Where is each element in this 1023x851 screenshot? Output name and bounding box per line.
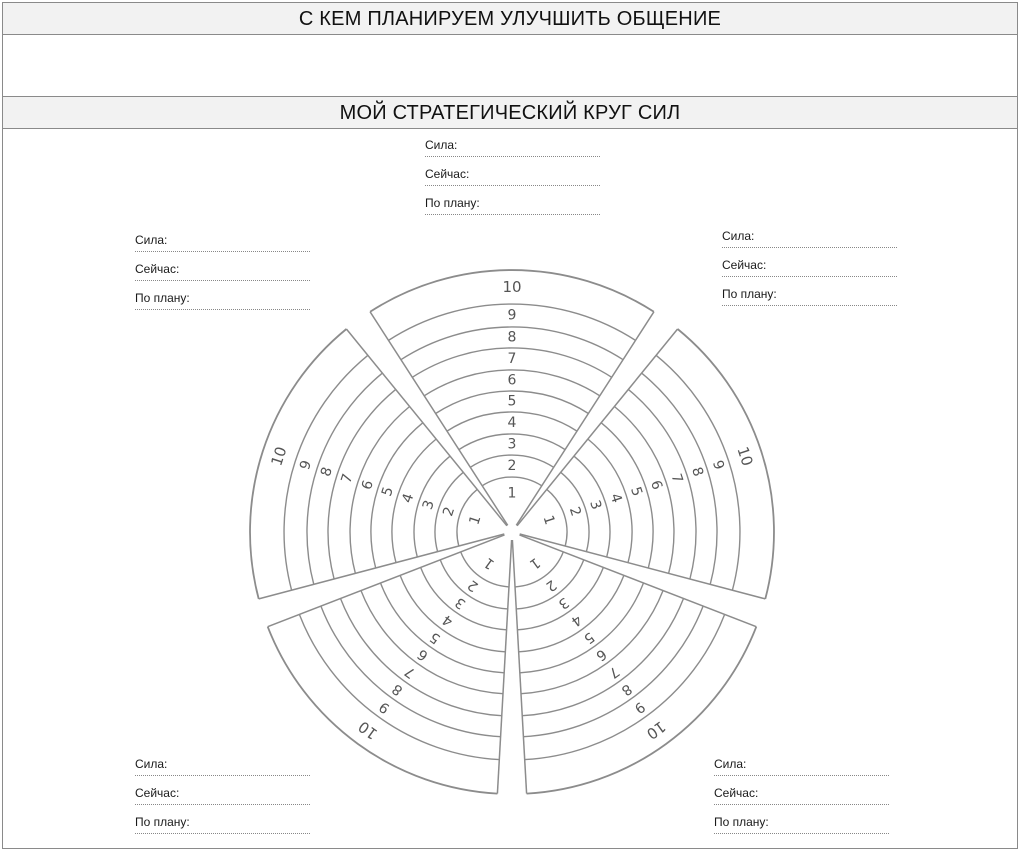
plan-label: По плану:	[722, 287, 777, 301]
scale-label-3: 3	[419, 498, 438, 512]
scale-label-8: 8	[688, 465, 706, 479]
scale-label-5: 5	[580, 628, 598, 647]
scale-label-5: 5	[627, 484, 646, 499]
plan-label: По плану:	[425, 196, 480, 210]
scale-label-7: 7	[338, 471, 357, 486]
wheel-sector-bottom-right	[512, 535, 756, 794]
sector-edge	[268, 535, 505, 630]
scale-label-5: 5	[507, 393, 517, 410]
scale-label-10: 10	[502, 278, 522, 296]
ring-line[interactable]	[519, 575, 624, 651]
scale-label-9: 9	[376, 698, 394, 717]
ring-line[interactable]	[400, 575, 505, 651]
scale-label-5: 5	[426, 628, 444, 647]
scale-label-9: 9	[507, 307, 517, 324]
sector-edge	[520, 535, 757, 630]
scale-label-1: 1	[526, 554, 543, 573]
scale-label-1: 1	[481, 554, 498, 573]
scale-label-4: 4	[439, 611, 457, 630]
scale-label-8: 8	[507, 329, 517, 346]
now-label: Сейчас:	[135, 786, 180, 800]
scale-label-3: 3	[586, 498, 605, 512]
scale-label-2: 2	[542, 576, 560, 595]
scale-label-5: 5	[378, 484, 397, 499]
scale-label-1: 1	[507, 485, 517, 502]
scale-label-4: 4	[567, 611, 585, 630]
ring-line[interactable]	[482, 477, 542, 486]
strength-label: Сила:	[722, 229, 755, 243]
strength-label: Сила:	[714, 757, 747, 771]
plan-label: По плану:	[714, 815, 769, 829]
sector-edge	[512, 540, 526, 794]
plan-label: По плану:	[135, 815, 190, 829]
scale-label-1: 1	[466, 513, 485, 527]
scale-label-10: 10	[354, 717, 382, 744]
scale-label-4: 4	[507, 415, 517, 431]
scale-label-7: 7	[401, 662, 419, 682]
communication-title: С КЕМ ПЛАНИРУЕМ УЛУЧШИТЬ ОБЩЕНИЕ	[2, 2, 1018, 35]
now-label: Сейчас:	[722, 258, 767, 272]
scale-label-9: 9	[708, 458, 727, 472]
scale-label-8: 8	[389, 680, 407, 699]
scale-label-10: 10	[267, 444, 291, 469]
scale-label-7: 7	[667, 471, 686, 486]
ring-line[interactable]	[520, 583, 644, 673]
scale-label-8: 8	[617, 680, 635, 699]
scale-label-7: 7	[507, 351, 517, 367]
scale-label-4: 4	[399, 491, 418, 506]
scale-label-6: 6	[507, 372, 517, 389]
strength-label: Сила:	[425, 138, 458, 152]
scale-label-3: 3	[452, 593, 469, 612]
scale-label-4: 4	[606, 491, 625, 506]
scale-label-2: 2	[507, 458, 517, 474]
sector-edge	[517, 329, 678, 526]
scale-label-3: 3	[507, 436, 517, 453]
wheel-sector-bottom-left	[268, 535, 512, 794]
scale-label-3: 3	[555, 593, 572, 612]
scale-label-6: 6	[358, 478, 377, 492]
plan-label: По плану:	[135, 291, 190, 305]
scale-label-6: 6	[592, 645, 610, 664]
scale-label-7: 7	[605, 662, 623, 682]
scale-label-1: 1	[539, 513, 558, 527]
strength-label: Сила:	[135, 757, 168, 771]
strength-circle-title: МОЙ СТРАТЕГИЧЕСКИЙ КРУГ СИЛ	[2, 96, 1018, 129]
scale-label-10: 10	[642, 717, 670, 744]
ring-line[interactable]	[381, 583, 505, 673]
now-label: Сейчас:	[425, 167, 470, 181]
strength-label: Сила:	[135, 233, 168, 247]
scale-label-6: 6	[414, 645, 432, 664]
scale-label-8: 8	[318, 465, 336, 479]
wheel-sector-top	[370, 270, 654, 525]
scale-label-9: 9	[630, 698, 648, 717]
sector-edge	[497, 540, 511, 794]
scale-label-10: 10	[733, 444, 757, 469]
scale-label-2: 2	[440, 504, 459, 519]
scale-label-2: 2	[464, 576, 482, 595]
scale-label-6: 6	[647, 478, 666, 492]
now-label: Сейчас:	[135, 262, 180, 276]
now-label: Сейчас:	[714, 786, 759, 800]
scale-label-2: 2	[565, 504, 584, 519]
scale-label-9: 9	[297, 458, 316, 472]
sector-edge	[346, 329, 507, 526]
